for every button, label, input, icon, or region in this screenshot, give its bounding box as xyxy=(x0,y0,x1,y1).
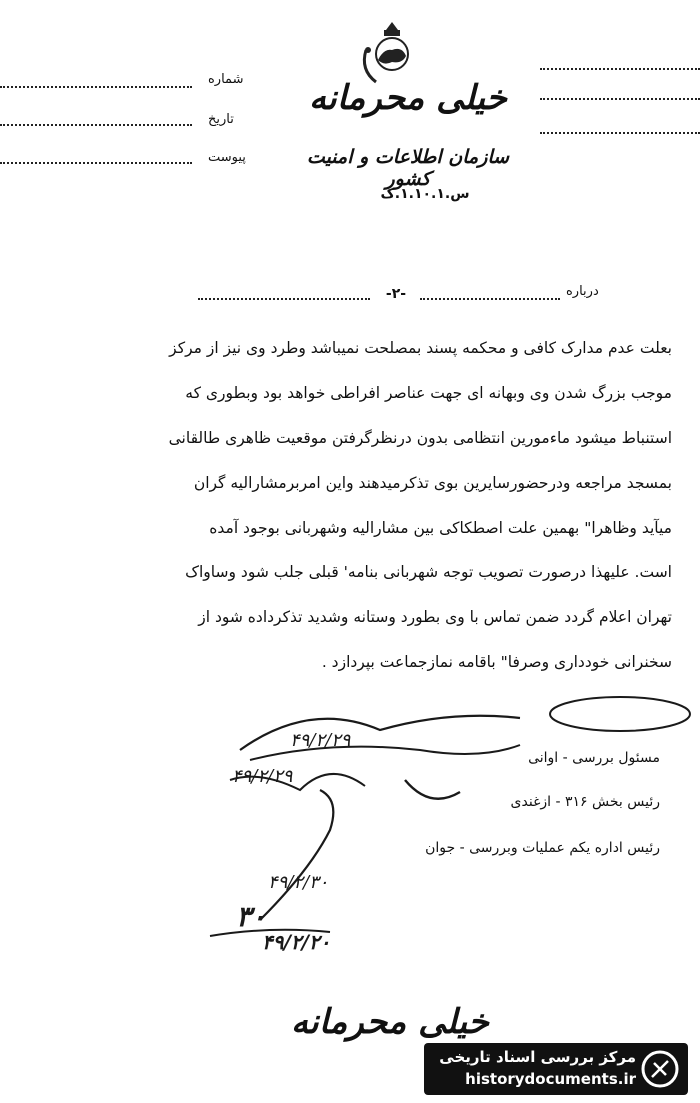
subject-dotted-line-right xyxy=(420,298,560,300)
header-classification: خیلی محرمانه xyxy=(309,78,507,118)
footer-classification: خیلی محرمانه xyxy=(291,1002,489,1042)
watermark-name: مرکز بررسی اسناد تاریخی xyxy=(439,1048,636,1066)
attachment-label: پیوست xyxy=(208,150,246,165)
right-top-dotted-line xyxy=(540,68,700,70)
number-dotted-line xyxy=(0,86,192,88)
number-label: شماره xyxy=(208,72,244,87)
date-label: تاریخ xyxy=(208,112,234,127)
watermark-box xyxy=(424,1043,688,1095)
body-line-1: بعلت عدم مدارک کافی و محکمه پسند بمصلحت نمیباشد وطرد وی نیز از مرکز xyxy=(169,339,672,357)
handwritten-signature-scribbles xyxy=(190,690,700,950)
body-line-8: سخنرانی خودداری وصرفا" باقامه نمازجماعت بپردازد . xyxy=(321,653,672,671)
handwritten-date-1: ۴۹/۲/۲۹ xyxy=(290,730,351,751)
header-organization: سازمان اطلاعات و امنیت کشور xyxy=(306,146,510,190)
attachment-dotted-line xyxy=(0,162,192,164)
right-lower-dotted-line xyxy=(540,132,700,134)
page-number: -۲- xyxy=(385,286,407,302)
body-line-3: استنباط میشود ماءمورین انتظامی بدون درنظرگرفتن موقعیت ظاهری طالقانی xyxy=(168,429,672,447)
handwritten-number: ۳۰ xyxy=(236,900,267,933)
handwritten-date-2: ۴۹/۲/۲۹ xyxy=(232,766,293,787)
body-line-5: میآید وظاهرا" بهمین علت اصطکاکی بین مشارالیه وشهربانی بوجود آمده xyxy=(209,519,672,537)
body-line-2: موجب بزرگ شدن وی وبهانه ای جهت عناصر افراطی خواهد بود وبطوری که xyxy=(185,384,672,402)
body-line-6: است. علیهذا درصورت تصویب توجه شهربانی بنامه' قبلی جلب شود وساواک xyxy=(185,563,672,581)
watermark-logo-icon xyxy=(640,1049,680,1089)
signature-line-dept-head: رئیس اداره یکم عملیات وبررسی - جوان xyxy=(425,840,660,856)
right-middle-dotted-line xyxy=(540,98,700,100)
watermark-url: historydocuments.ir xyxy=(465,1070,636,1088)
signature-line-officer: مسئول بررسی - اوانی xyxy=(528,750,660,766)
date-dotted-line xyxy=(0,124,192,126)
subject-label: درباره xyxy=(566,284,599,299)
body-line-7: تهران اعلام گردد ضمن تماس با وی بطورد وستانه وشدید تذکرداده شود از xyxy=(198,608,672,626)
body-line-4: بمسجد مراجعه ودرحضورسایرین بوی تذکرمیدهند واین امربرمشارالیه گران xyxy=(193,474,672,492)
subject-dotted-line-left xyxy=(198,298,370,300)
handwritten-date-4: ۴۹/۲/۲۰ xyxy=(262,930,331,954)
signature-line-section-head: رئیس بخش ۳۱۶ - ازغندی xyxy=(510,794,660,810)
handwritten-date-3: ۴۹/۲/۳۰ xyxy=(268,872,329,893)
header-reference: س.۱.۱۰.۱.ک xyxy=(380,186,470,202)
